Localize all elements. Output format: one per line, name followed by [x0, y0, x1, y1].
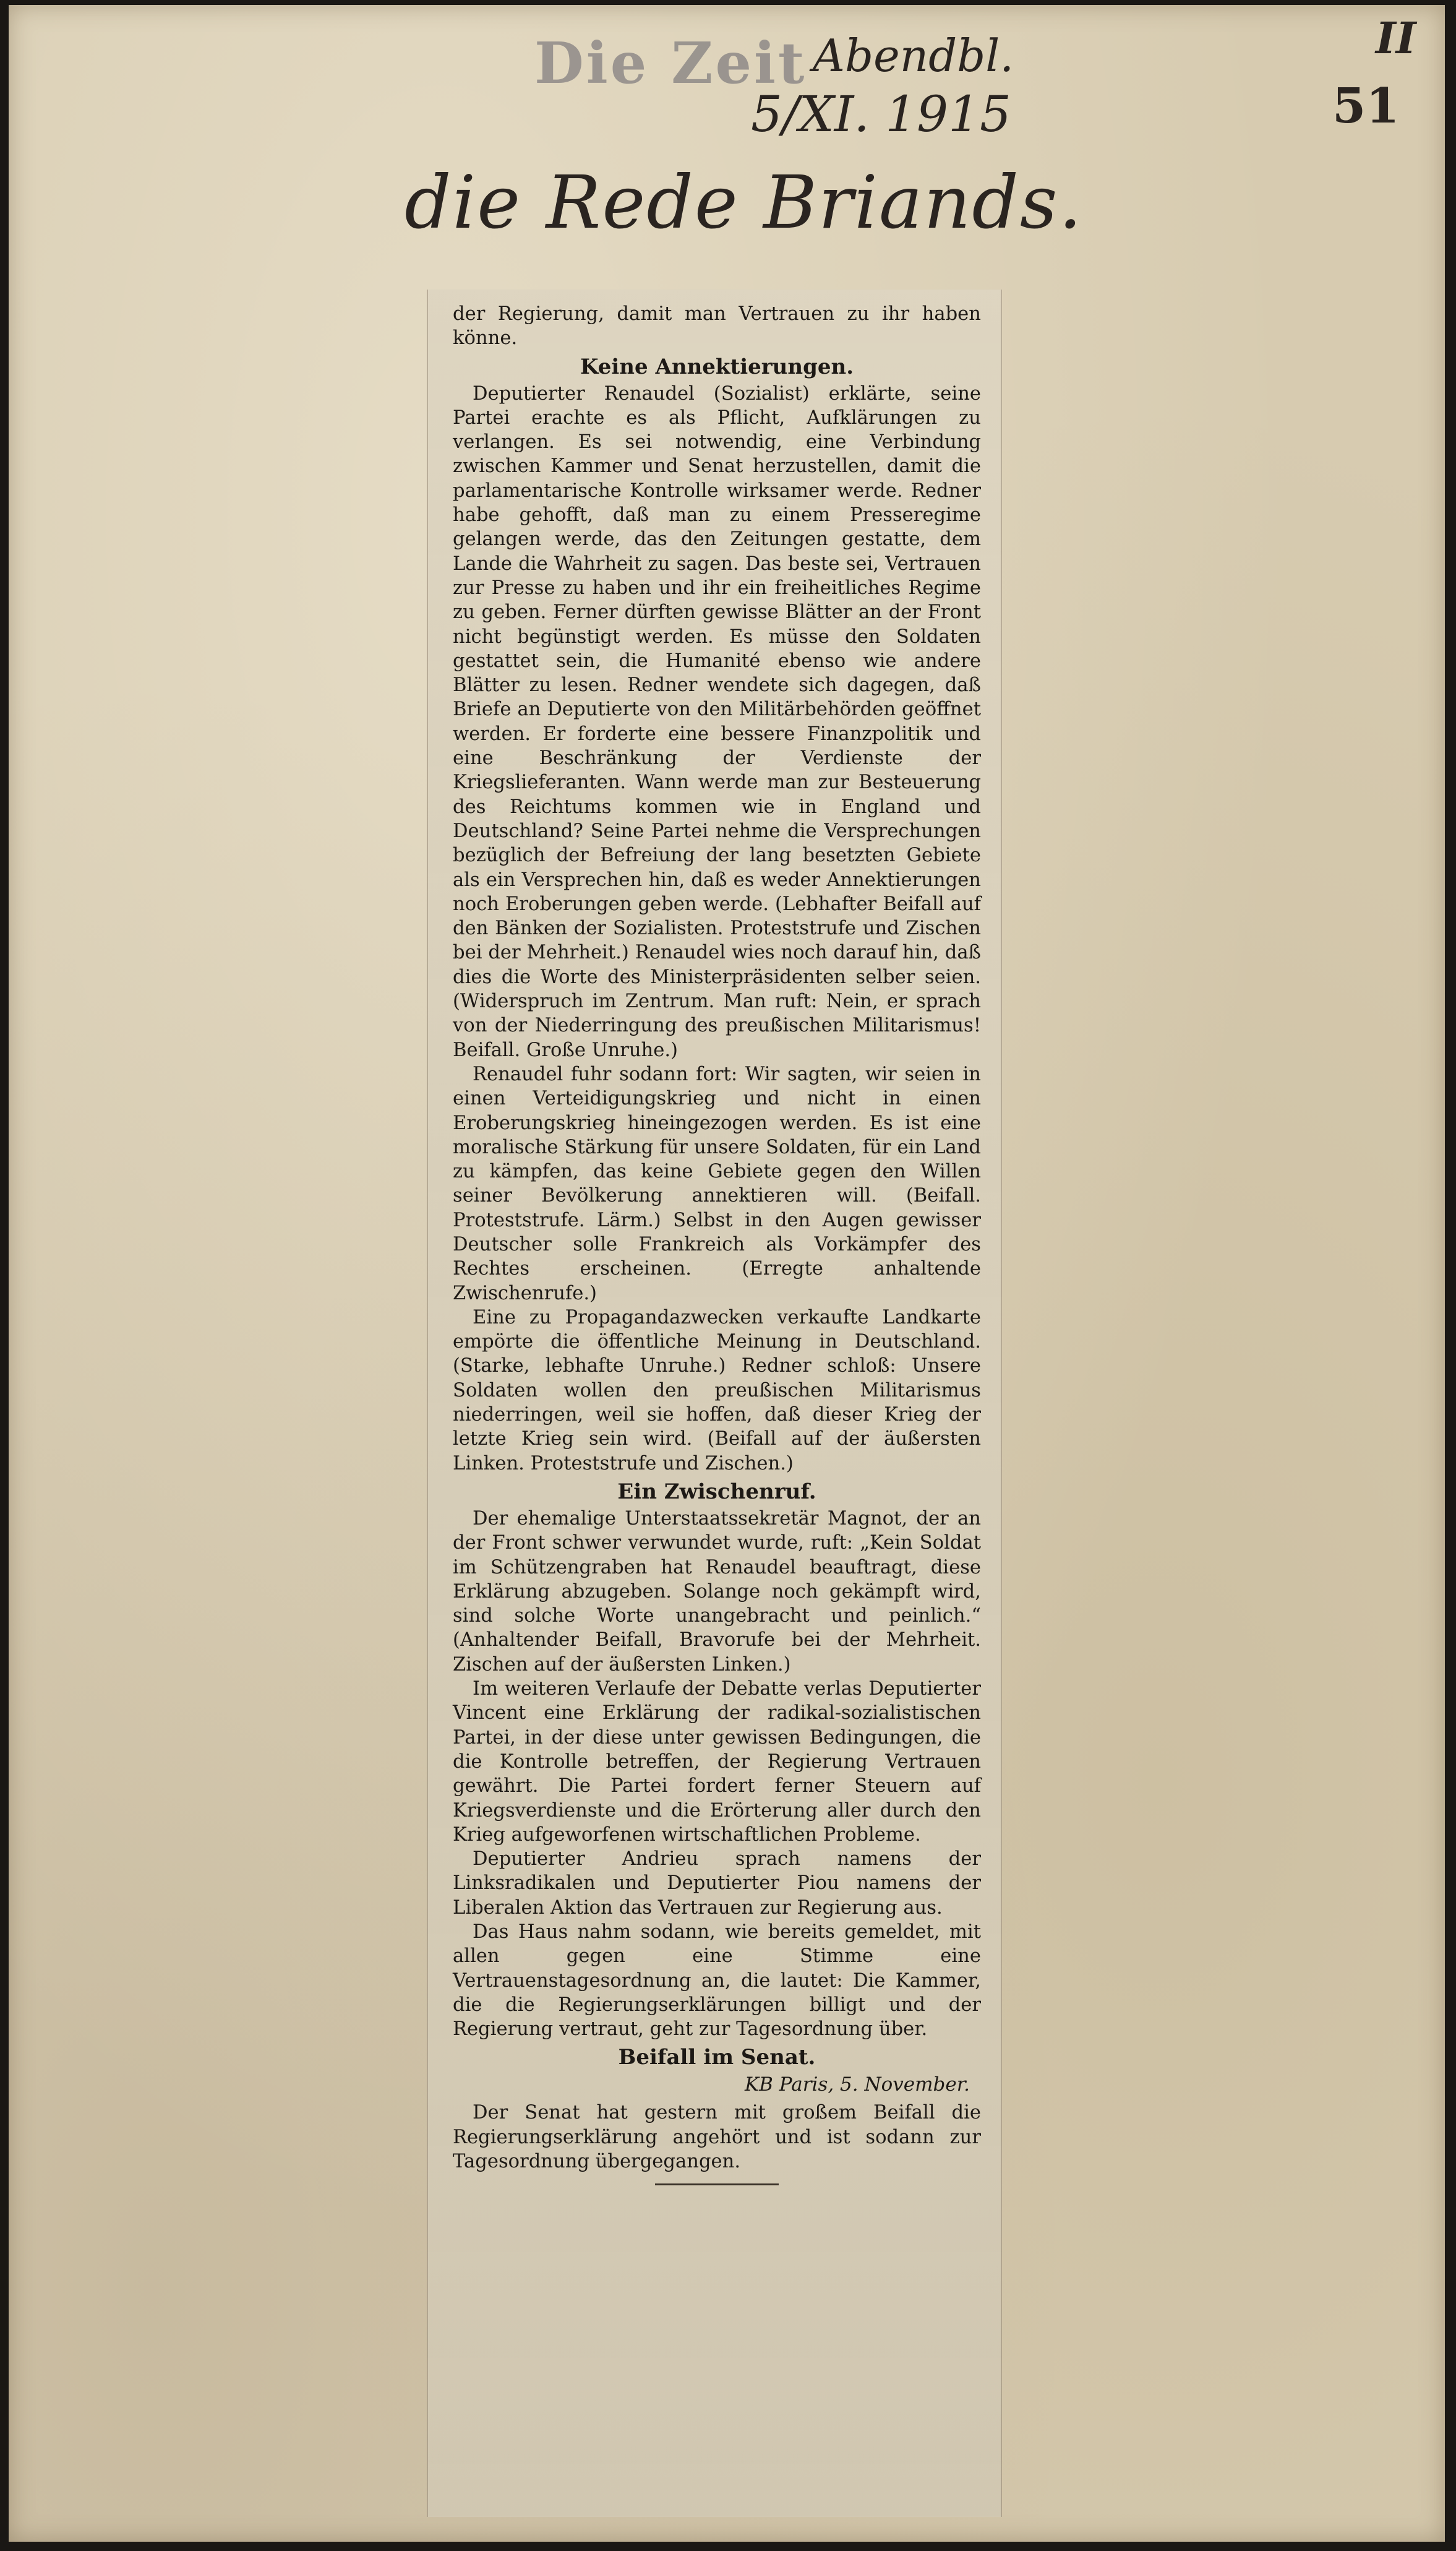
section-heading-senate: Beifall im Senat. [618, 2045, 816, 2070]
newspaper-clipping [427, 290, 1002, 2517]
section-heading-annexations: Keine Annektierungen. [580, 354, 854, 379]
paragraph: Eine zu Propagandazwecken verkaufte Landkarte empörte die öffentliche Meinung in Deutschland. (Starke, lebhafte Unruhe.) Redner schloß: Unsere Soldaten wollen den preußischen Militarismus niederringen, weil sie hoffen, daß dieser Krieg der letzte Krieg sein wird. (Beifall auf der äußersten Linken. Proteststrufe und Zischen.) [453, 1306, 981, 1474]
handwritten-title: die Rede Briands. [405, 160, 1083, 245]
paragraph: Im weiteren Verlaufe der Debatte verlas Deputierter Vincent eine Erklärung der radikal-sozialistischen Partei, in der diese unter gewissen Bedingungen, die die Kontrolle betreffen, der Regierung Vertrauen gewährt. Die Partei fordert ferner Steuern auf Kriegsverdienste und die Erörterung aller durch den Krieg aufgeworfenen wirtschaftlichen Probleme. [453, 1678, 981, 1846]
newspaper-stamp: Die Zeit [534, 30, 807, 97]
paragraph: Renaudel fuhr sodann fort: Wir sagten, wir seien in einen Verteidigungskrieg und nicht in einen Eroberungskrieg hineingezogen werden. Es ist eine moralische Stärkung für unsere Soldaten, für ein Land zu kämpfen, das keine Gebiete gegen den Willen seiner Bevölkerung annektieren will. (Beifall. Proteststrufe. Lärm.) Selbst in den Augen gewisser Deutscher solle Frankreich als Vorkämpfer des Rechtes erscheinen. (Erregte anhaltende Zwischenrufe.) [453, 1063, 981, 1304]
paragraph: Deputierter Andrieu sprach namens der Linksradikalen und Deputierter Piou namens der Liberalen Aktion das Vertrauen zur Regierung aus. [453, 1848, 981, 1919]
end-rule [655, 2183, 779, 2185]
archive-sheet [9, 5, 1445, 2542]
handwritten-source-note: Abendbl. [813, 30, 1014, 82]
handwritten-date: 5/XI. 1915 [751, 85, 1011, 143]
paragraph: Das Haus nahm sodann, wie bereits gemeldet, mit allen gegen eine Stimme eine Vertrauenstagesordnung an, die lautet: Die Kammer, die die Regierungserklärungen billigt und der Regierung vertraut, geht zur Tagesordnung über. [453, 1921, 981, 2041]
dateline: KB Paris, 5. November. [744, 2073, 970, 2096]
section-heading-interjection: Ein Zwischenruf. [617, 1479, 816, 1504]
corner-marker: II [1376, 12, 1416, 64]
paragraph: Der ehemalige Unterstaatssekretär Magnot, der an der Front schwer verwundet wurde, ruft: „Kein Soldat im Schützengraben hat Renaudel beauftragt, diese Erklärung abzugeben. Solange noch gekämpft wird, sind solche Worte unangebracht und peinlich.“ (Anhaltender Beifall, Bravorufe bei der Mehrheit. Zischen auf der äußersten Linken.) [453, 1507, 981, 1676]
intro-paragraph: der Regierung, damit man Vertrauen zu ihr haben könne. [453, 303, 981, 350]
page-number: 51 [1332, 78, 1400, 134]
paragraph: Der Senat hat gestern mit großem Beifall die Regierungserklärung angehört und ist sodann zur Tagesordnung übergegangen. [453, 2102, 981, 2173]
paragraph: Deputierter Renaudel (Sozialist) erklärte, seine Partei erachte es als Pflicht, Aufklärungen zu verlangen. Es sei notwendig, eine Verbindung zwischen Kammer und Senat herzustellen, damit die parlamentarische Kontrolle wirksamer werde. Redner habe gehofft, daß man zu einem Presseregime gelangen werde, das den Zeitungen gestatte, dem Lande die Wahrheit zu sagen. Das beste sei, Vertrauen zur Presse zu haben und ihr ein freiheitliches Regime zu geben. Ferner dürften gewisse Blätter an der Front nicht begünstigt werden. Es müsse den Soldaten gestattet sein, die Humanité ebenso wie andere Blätter zu lesen. Redner wendete sich dagegen, daß Briefe an Deputierte von den Militärbehörden geöffnet werden. Er forderte eine bessere Finanzpolitik und eine Beschränkung der Verdienste der Kriegslieferanten. Wann werde man zur Besteuerung des Reichtums kommen wie in England und Deutschland? Seine Partei nehme die Versprechungen bezüglich der Befreiung der lang besetzten Gebiete als ein Versprechen hin, daß es weder Annektierungen noch Eroberungen geben werde. (Lebhafter Beifall auf den Bänken der Sozialisten. Proteststrufe und Zischen bei der Mehrheit.) Renaudel wies noch darauf hin, daß dies die Worte des Ministerpräsidenten selber seien. (Widerspruch im Zentrum. Man ruft: Nein, er sprach von der Niederringung des preußischen Militarismus! Beifall. Große Unruhe.) [453, 382, 981, 1061]
